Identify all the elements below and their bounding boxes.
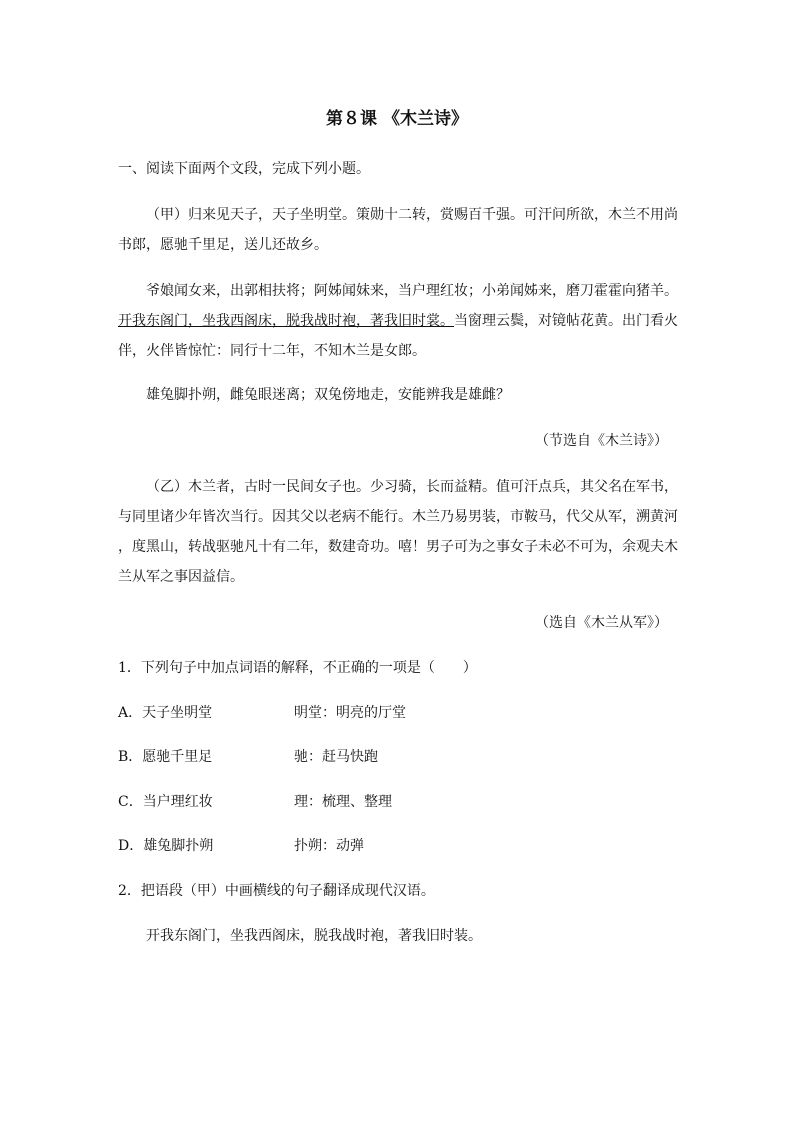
option-label: A．天子坐明堂: [118, 705, 213, 721]
option-c: [118, 791, 678, 813]
option-explanation: 扑朔：动弹: [294, 838, 364, 854]
passage-jia-line: 雄兔脚扑朔，雌兔眼迷离；双兔傍地走，安能辨我是雄雌？: [146, 387, 510, 403]
underlined-sentence: 开我东阁门，坐我西阁床，脱我战时袍，著我旧时裳。: [118, 313, 454, 329]
passage-yi-line: （乙）木兰者，古时一民间女子也。少习骑，长而益精。值可汗点兵，其父名在军书，: [146, 479, 678, 495]
question-2-sentence: 开我东阁门，坐我西阁床，脱我战时袍，著我旧时装。: [146, 928, 482, 944]
passage-yi-line: 兰从军之事因益信。: [118, 569, 244, 585]
section-heading: 一、阅读下面两个文段，完成下列小题。: [118, 161, 370, 177]
passage-jia-line: [118, 310, 678, 332]
option-a: [118, 702, 678, 724]
passage-jia-text: 当窗理云鬓，对镜帖花黄。出门看火: [454, 313, 678, 329]
passage-yi-line: 与同里诸少年皆次当行。因其父以老病不能行。木兰乃易男装，市鞍马，代父从军，溯黄河: [118, 509, 678, 525]
option-explanation: 驰：赶马快跑: [294, 749, 378, 765]
option-label: D．雄兔脚扑朔: [118, 838, 214, 854]
passage-jia-line: 书郎，愿驰千里足，送儿还故乡。: [118, 237, 328, 253]
passage-jia-line: （甲）归来见天子，天子坐明堂。策勋十二转，赏赐百千强。可汗问所欲，木兰不用尚: [146, 207, 678, 223]
option-explanation: 理：梳理、整理: [294, 794, 392, 810]
passage-jia-line: 伴，火伴皆惊忙：同行十二年，不知木兰是女郎。: [118, 343, 426, 359]
page-title: 第８课 《木兰诗》: [326, 109, 468, 129]
option-d: [118, 835, 678, 857]
question-1-stem: 1．下列句子中加点词语的解释，不正确的一项是（ ）: [118, 660, 477, 676]
passage-jia-source: （节选自《木兰诗》）: [535, 433, 668, 449]
option-b: [118, 746, 678, 768]
option-label: B．愿驰千里足: [118, 749, 213, 765]
option-label: C．当户理红妆: [118, 794, 213, 810]
passage-yi-line: ，度黑山，转战驱驰凡十有二年，数建奇功。嘻！男子可为之事女子未必不可为，余观夫木: [118, 539, 678, 555]
option-explanation: 明堂：明亮的厅堂: [294, 705, 406, 721]
passage-jia-line: 爷娘闻女来，出郭相扶将；阿姊闻妹来，当户理红妆；小弟闻姊来，磨刀霍霍向猪羊。: [146, 283, 678, 299]
passage-yi-source: （选自《木兰从军》）: [535, 615, 668, 631]
question-2-stem: 2．把语段（甲）中画横线的句子翻译成现代汉语。: [118, 883, 435, 899]
